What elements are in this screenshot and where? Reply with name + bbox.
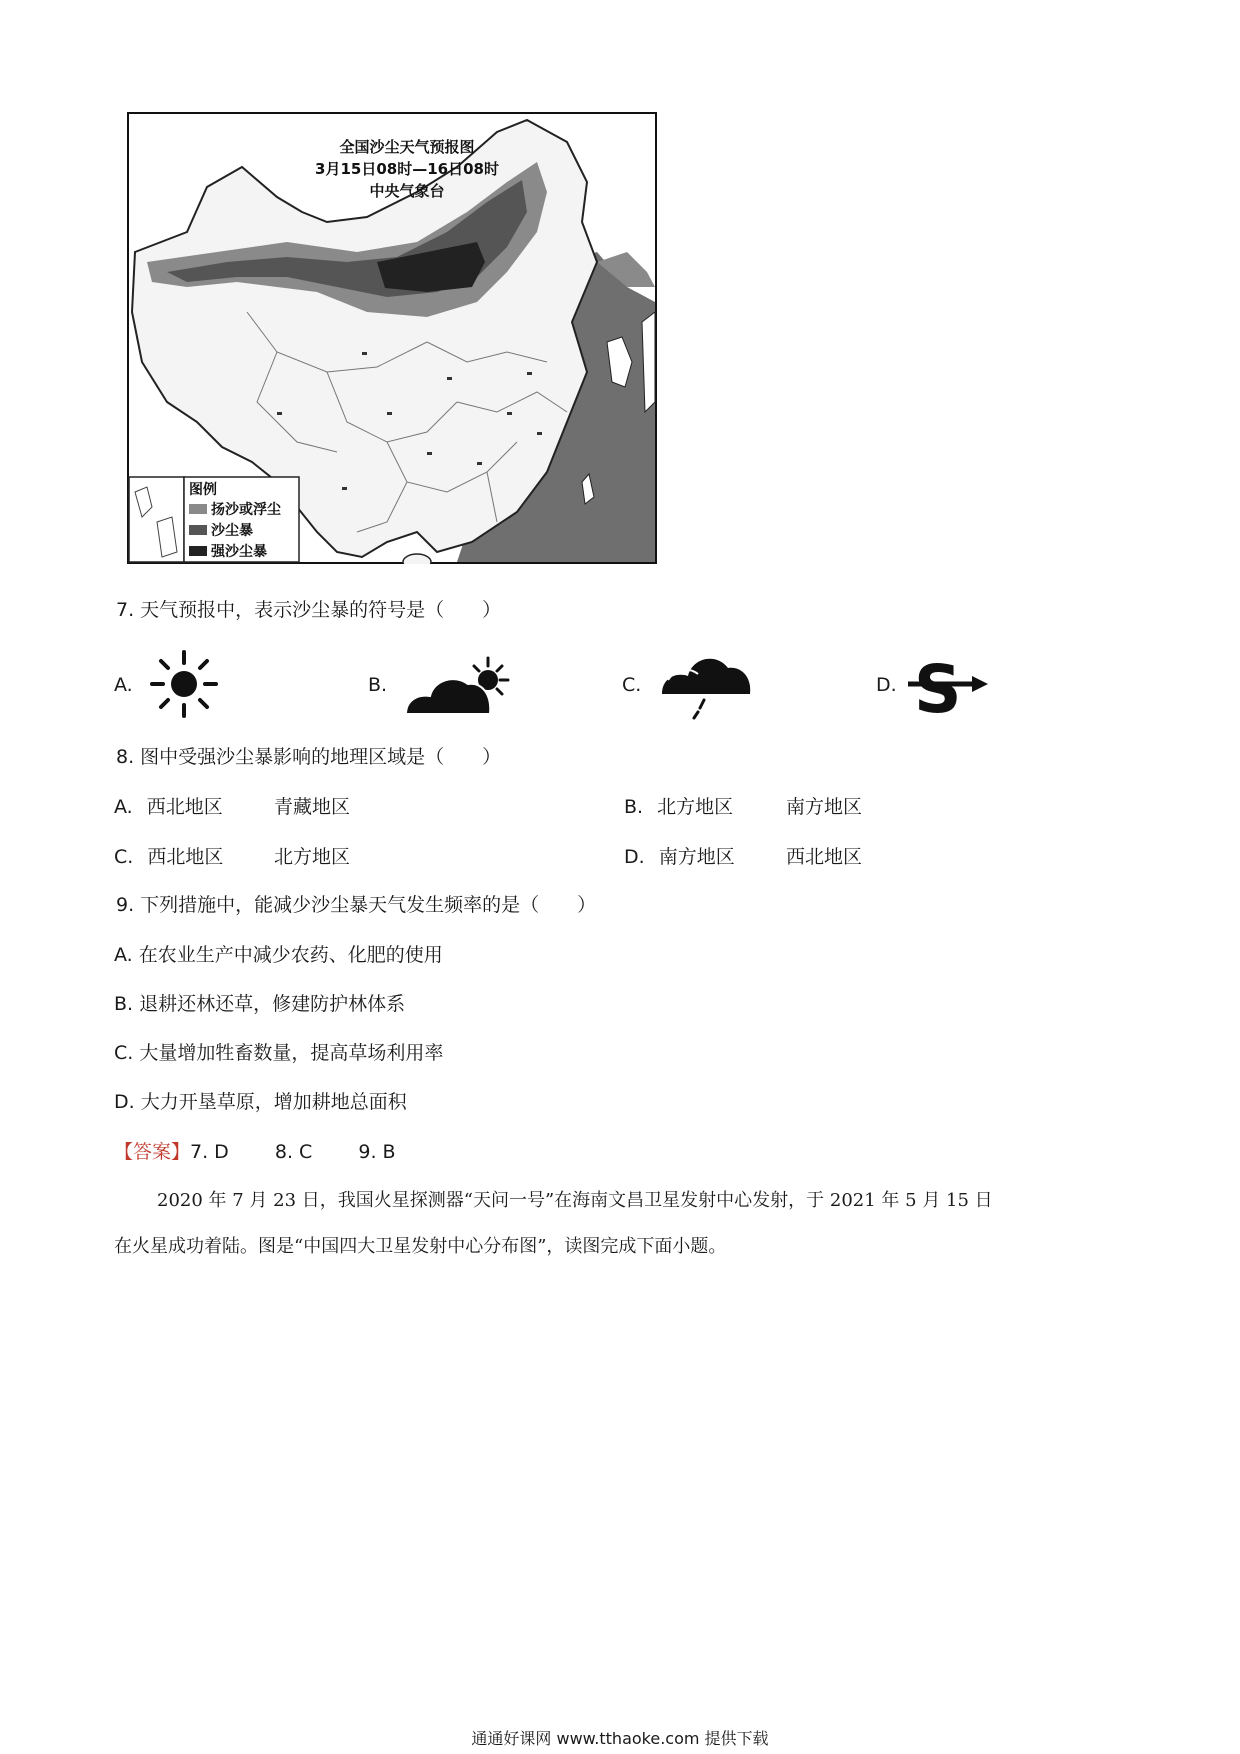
answer-tag: 【答案】 (114, 1141, 191, 1163)
q8-option-a-first: 西北地区 (146, 796, 223, 818)
legend-title: 图例 (189, 482, 217, 498)
q9-option-d: D. 大力开垦草原，增加耕地总面积 (114, 1091, 407, 1113)
map-title-line-2: 3月15日08时—16日08时 (315, 160, 499, 178)
q7-option-a-letter: A. (114, 674, 133, 696)
q8-option-c (114, 845, 351, 869)
cloud-with-sun-icon (402, 656, 512, 722)
q7-stem: 7. 天气预报中，表示沙尘暴的符号是（ ） (116, 599, 502, 621)
q8-stem: 8. 图中受强沙尘暴影响的地理区域是（ ） (116, 746, 502, 768)
q7-option-b-letter: B. (368, 674, 388, 696)
q7-option-d-letter: D. (876, 674, 897, 696)
answer-q9: 9. B (358, 1141, 396, 1163)
q8-option-b-letter: B. (624, 796, 644, 818)
q9-option-c: C. 大量增加牲畜数量，提高草场利用率 (114, 1042, 444, 1064)
svg-text:S: S (914, 652, 962, 718)
dust-forecast-map (127, 112, 657, 564)
page-footer: 通通好课网 www.tthaoke.com 提供下载 (471, 1729, 769, 1748)
q8-option-d-second: 西北地区 (786, 846, 863, 868)
legend-swatch-2 (189, 525, 207, 535)
q8-option-c-letter: C. (114, 846, 134, 868)
map-title-line-1: 全国沙尘天气预报图 (339, 138, 475, 156)
q8-option-b-first: 北方地区 (657, 796, 734, 818)
legend-swatch-1 (189, 504, 207, 514)
q8-option-d-letter: D. (624, 846, 645, 868)
q7-option-c-letter: C. (622, 674, 642, 696)
passage-line-2: 在火星成功着陆。图是“中国四大卫星发射中心分布图”，读图完成下面小题。 (114, 1236, 727, 1257)
q9-option-b: B. 退耕还林还草，修建防护林体系 (114, 993, 406, 1015)
answer-line (114, 1140, 396, 1164)
legend-label-3: 强沙尘暴 (211, 544, 267, 560)
map-title-line-3: 中央气象台 (369, 182, 445, 200)
q8-option-d (624, 845, 863, 869)
answer-q7: 7. D (190, 1141, 229, 1163)
q8-option-c-first: 西北地区 (147, 846, 224, 868)
q8-option-a-second: 青藏地区 (274, 796, 351, 818)
answer-q8: 8. C (274, 1141, 313, 1163)
q8-option-b (624, 795, 863, 819)
passage-line-1: 2020 年 7 月 23 日，我国火星探测器“天问一号”在海南文昌卫星发射中心发射，于 2021 年 5 月 15 日 (157, 1190, 993, 1211)
q8-option-a-letter: A. (114, 796, 133, 818)
q8-option-b-second: 南方地区 (786, 796, 863, 818)
sandstorm-icon (906, 652, 990, 722)
sun-icon (148, 648, 220, 724)
legend-label-1: 扬沙或浮尘 (211, 502, 281, 518)
q8-option-a (114, 795, 351, 819)
legend-label-2: 沙尘暴 (211, 523, 253, 539)
legend-swatch-3 (189, 546, 207, 556)
q9-stem: 9. 下列措施中，能减少沙尘暴天气发生频率的是（ ） (116, 894, 597, 916)
q8-option-d-first: 南方地区 (658, 846, 735, 868)
cloud-with-rain-icon (658, 648, 754, 724)
q9-option-a: A. 在农业生产中减少农药、化肥的使用 (114, 944, 443, 966)
south-china-sea-inset (129, 477, 184, 562)
map-legend (184, 477, 299, 562)
q8-option-c-second: 北方地区 (274, 846, 351, 868)
